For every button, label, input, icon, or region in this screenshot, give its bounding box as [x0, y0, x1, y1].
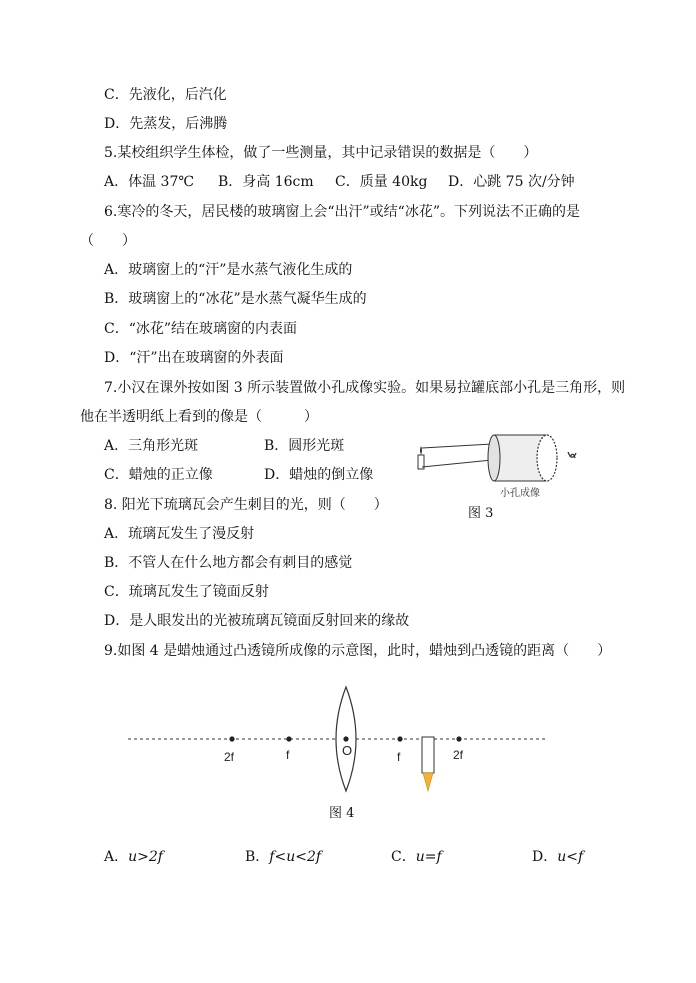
figure-4-caption: 图 4	[329, 806, 355, 821]
q9-stem: 9.如图 4 是蜡烛通过凸透镜所成像的示意图，此时，蜡烛到凸透镜的距离（ ）	[104, 643, 612, 659]
translucent-paper	[537, 435, 557, 481]
q9-option-d	[532, 847, 583, 867]
q6-option-d: D．“汗”出在玻璃窗的外表面	[104, 350, 284, 366]
light-ray-top	[422, 444, 492, 448]
q9-option-b	[245, 847, 321, 867]
q9-option-a-prefix: A．	[104, 849, 129, 865]
q6-option-c: C．“冰花”结在玻璃窗的内表面	[104, 321, 298, 337]
q7-stem-line1: 7.小汉在课外按如图 3 所示装置做小孔成像实验。如果易拉罐底部小孔是三角形，则	[104, 380, 626, 396]
q6-option-b: B．玻璃窗上的“冰花”是水蒸气凝华生成的	[104, 291, 367, 307]
q7-option-c: C．蜡烛的正立像	[104, 467, 213, 483]
point-2f-left	[229, 736, 234, 741]
q9-option-a	[104, 847, 163, 867]
q6-option-a: A．玻璃窗上的“汗”是水蒸气液化生成的	[104, 262, 353, 278]
q4-option-c: C．先液化，后汽化	[104, 87, 227, 103]
q8-option-d: D．是人眼发出的光被琉璃瓦镜面反射回来的缘故	[104, 613, 410, 629]
q8-stem: 8. 阳光下琉璃瓦会产生刺目的光，则（ ）	[104, 497, 388, 513]
figure-3-inner-label: 小孔成像	[500, 488, 540, 499]
figure-4-lens-diagram	[120, 685, 560, 805]
point-optical-center	[343, 736, 348, 741]
flame-icon	[423, 773, 433, 791]
q5-option-c: C．质量 40kg	[335, 174, 428, 190]
q8-option-b: B．不管人在什么地方都会有刺目的感觉	[104, 555, 353, 571]
q6-stem-line1: 6.寒冷的冬天，居民楼的玻璃窗上会“出汗”或结“冰花”。下列说法不正确的是	[104, 204, 580, 220]
q8-option-c: C．琉璃瓦发生了镜面反射	[104, 584, 269, 600]
q4-option-d: D．先蒸发，后沸腾	[104, 116, 228, 132]
q5-stem: 5.某校组织学生体检，做了一些测量，其中记录错误的数据是（ ）	[104, 145, 538, 161]
q5-option-b: B．身高 16cm	[218, 174, 314, 190]
candle-image	[422, 737, 434, 773]
q9-option-a-math: u>2f	[128, 849, 163, 865]
q9-option-d-prefix: D．	[532, 849, 558, 865]
flame-icon	[420, 446, 422, 455]
q9-option-b-prefix: B．	[245, 849, 270, 865]
label-f-right: f	[397, 750, 401, 764]
q9-option-d-math: u<f	[557, 849, 584, 865]
can-bottom	[488, 435, 500, 481]
q6-stem-line2: （ ）	[80, 233, 136, 249]
q7-option-b: B．圆形光斑	[264, 438, 345, 454]
q5-option-d: D．心跳 75 次/分钟	[448, 174, 575, 190]
inverted-image-icon	[568, 452, 576, 458]
light-ray-bottom	[422, 460, 492, 467]
q9-option-b-math: f<u<2f	[269, 849, 322, 865]
figure-3-pinhole-diagram	[410, 425, 585, 505]
point-f-left	[286, 736, 291, 741]
point-f-right	[397, 736, 402, 741]
q9-option-c-math: u=f	[415, 849, 442, 865]
q9-option-c-prefix: C．	[391, 849, 416, 865]
point-2f-right	[456, 736, 461, 741]
q5-option-a: A．体温 37℃	[104, 174, 195, 190]
q8-option-a: A．琉璃瓦发生了漫反射	[104, 526, 255, 542]
label-optical-center: O	[342, 743, 353, 758]
q7-stem-line2: 他在半透明纸上看到的像是（ ）	[80, 409, 318, 425]
q7-option-d: D．蜡烛的倒立像	[264, 467, 374, 483]
figure-3-caption: 图 3	[468, 506, 494, 521]
label-2f-left: 2f	[224, 750, 235, 764]
label-2f-right: 2f	[453, 748, 464, 762]
q7-option-a: A．三角形光斑	[104, 438, 199, 454]
q9-option-c	[391, 847, 442, 867]
label-f-left: f	[286, 748, 290, 762]
